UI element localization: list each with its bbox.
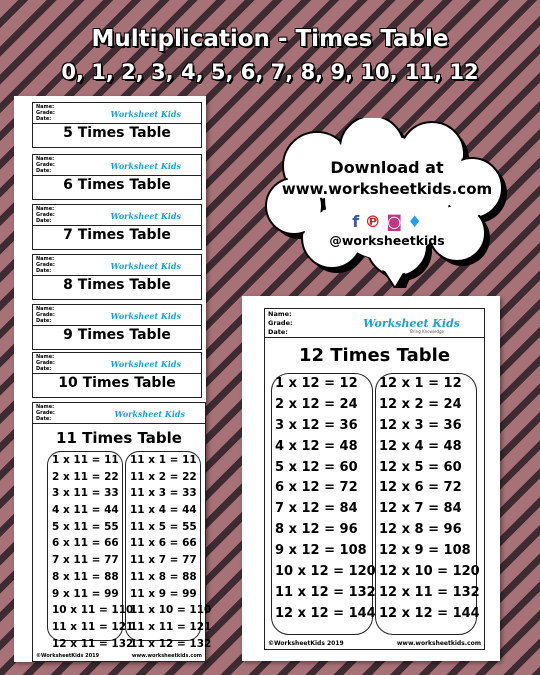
sheet-header xyxy=(33,305,201,326)
date-label: Date: xyxy=(36,416,52,422)
download-cloud xyxy=(262,118,512,278)
download-text: Download at xyxy=(330,158,444,177)
table-row: 12 x 9 = 108 xyxy=(379,543,471,559)
sheet-title: 11 Times Table xyxy=(56,429,182,447)
worksheet-11-times-table xyxy=(32,402,212,662)
twitter-icon[interactable]: ♦ xyxy=(407,212,422,231)
date-label: Date: xyxy=(36,366,52,372)
brand-logo: Worksheet Kids xyxy=(110,311,181,321)
table-row: 12 x 8 = 96 xyxy=(379,522,462,538)
sheet-header xyxy=(33,103,201,124)
table-row: 12 x 11 = 132 xyxy=(52,637,134,650)
table-row: 11 x 12 = 132 xyxy=(275,584,376,600)
table-row: 11 x 11 = 121 xyxy=(130,620,212,633)
sheet-header xyxy=(33,255,201,276)
footer-copyright: ©WorksheetKids 2019 xyxy=(268,640,344,647)
pinterest-icon[interactable]: ℗ xyxy=(364,212,381,231)
table12-right-column xyxy=(375,373,480,635)
worksheet-stack xyxy=(14,96,212,662)
table-row: 8 x 12 = 96 xyxy=(275,522,358,538)
facebook-icon[interactable]: f xyxy=(352,212,360,231)
footer-url: www.worksheetkids.com xyxy=(396,640,481,647)
sheet-header xyxy=(33,403,205,424)
table-row: 5 x 12 = 60 xyxy=(275,459,358,475)
table-row: 11 x 7 = 77 xyxy=(130,554,197,567)
grade-label: Grade: xyxy=(36,110,55,116)
date-label: Date: xyxy=(36,268,52,274)
table-row: 11 x 6 = 66 xyxy=(130,537,197,550)
table-row: 12 x 4 = 48 xyxy=(379,438,462,454)
grade-label: Grade: xyxy=(36,360,55,366)
name-label: Name: xyxy=(36,404,55,410)
table-row: 3 x 12 = 36 xyxy=(275,417,358,433)
table-row: 12 x 6 = 72 xyxy=(379,480,462,496)
mini-worksheet xyxy=(32,204,202,250)
table-row: 11 x 12 = 132 xyxy=(130,637,212,650)
name-label: Name: xyxy=(36,104,55,110)
table-row: 9 x 11 = 99 xyxy=(52,587,119,600)
mini-worksheet xyxy=(32,102,202,148)
grade-label: Grade: xyxy=(268,319,293,327)
social-icons xyxy=(262,212,512,231)
table11-left-column xyxy=(47,451,134,650)
table-row: 11 x 11 = 121 xyxy=(52,620,134,633)
table-row: 12 x 7 = 84 xyxy=(379,501,462,517)
grade-label: Grade: xyxy=(36,162,55,168)
brand-logo: Worksheet Kids xyxy=(110,261,181,271)
table-row: 11 x 9 = 99 xyxy=(130,587,197,600)
date-label: Date: xyxy=(36,218,52,224)
header-title: Multiplication - Times Table xyxy=(91,26,449,52)
table-row: 9 x 12 = 108 xyxy=(275,543,367,559)
table-row: 8 x 11 = 88 xyxy=(52,570,119,583)
table-row: 7 x 12 = 84 xyxy=(275,501,358,517)
table-row: 5 x 11 = 55 xyxy=(52,520,119,533)
sheet-title: 12 Times Table xyxy=(298,345,451,366)
table-row: 2 x 11 = 22 xyxy=(52,470,119,483)
grade-label: Grade: xyxy=(36,312,55,318)
mini-worksheet xyxy=(32,254,202,300)
table-row: 11 x 8 = 88 xyxy=(130,570,197,583)
sheet-title: 10 Times Table xyxy=(58,375,176,391)
table-row: 10 x 12 = 120 xyxy=(275,564,376,580)
table-row: 4 x 11 = 44 xyxy=(52,504,119,517)
sheet-header xyxy=(33,205,201,226)
grade-label: Grade: xyxy=(36,212,55,218)
footer-url: www.worksheetkids.com xyxy=(131,653,202,659)
website-link[interactable]: www.worksheetkids.com xyxy=(281,180,493,198)
sheet-title: 5 Times Table xyxy=(63,125,171,141)
table-row: 2 x 12 = 24 xyxy=(275,396,358,412)
footer-copyright: ©WorksheetKids 2019 xyxy=(36,653,100,659)
name-label: Name: xyxy=(36,354,55,360)
mini-worksheet xyxy=(32,304,202,350)
name-label: Name: xyxy=(268,310,292,318)
table-row: 1 x 11 = 11 xyxy=(52,454,119,466)
sheet-header xyxy=(33,353,201,374)
instagram-icon[interactable]: ◙ xyxy=(386,212,402,231)
table-row: 12 x 12 = 144 xyxy=(379,605,480,621)
table11-right-column xyxy=(125,451,212,650)
table-row: 6 x 11 = 66 xyxy=(52,537,119,550)
brand-logo: Worksheet Kids xyxy=(110,109,181,119)
brand-logo: Worksheet Kids xyxy=(114,409,185,419)
table-row: 12 x 3 = 36 xyxy=(379,417,462,433)
sheet-title: 6 Times Table xyxy=(63,177,171,193)
table-row: 11 x 10 = 110 xyxy=(130,604,212,617)
grade-label: Grade: xyxy=(36,262,55,268)
table-row: 12 x 5 = 60 xyxy=(379,459,462,475)
grade-label: Grade: xyxy=(36,410,55,416)
table-row: 11 x 3 = 33 xyxy=(130,487,197,500)
brand-logo: Worksheet Kids xyxy=(110,211,181,221)
sheet-title: 8 Times Table xyxy=(63,277,171,293)
sheet-header xyxy=(265,309,484,338)
date-label: Date: xyxy=(268,328,288,336)
table-row: 10 x 11 = 110 xyxy=(52,604,134,617)
table-row: 11 x 5 = 55 xyxy=(130,520,197,533)
table-row: 12 x 1 = 12 xyxy=(379,376,462,391)
table-row: 6 x 12 = 72 xyxy=(275,480,358,496)
brand-logo: Worksheet Kids xyxy=(110,359,181,369)
social-handle[interactable]: @worksheetkids xyxy=(329,233,445,248)
name-label: Name: xyxy=(36,256,55,262)
date-label: Date: xyxy=(36,168,52,174)
sheet-footer xyxy=(268,640,481,647)
worksheet-12-times-table xyxy=(242,296,500,661)
table-row: 11 x 2 = 22 xyxy=(130,470,197,483)
table-row: 12 x 2 = 24 xyxy=(379,396,462,412)
table-row: 1 x 12 = 12 xyxy=(275,376,358,391)
table-row: 7 x 11 = 77 xyxy=(52,554,119,567)
brand-tagline: Bring Knowledge xyxy=(410,329,444,334)
mini-worksheet xyxy=(32,352,202,398)
sheet-frame xyxy=(264,308,485,650)
sheet-title: 9 Times Table xyxy=(63,327,171,343)
table12-left-column xyxy=(271,373,376,635)
mini-worksheet xyxy=(32,154,202,200)
table-row: 3 x 11 = 33 xyxy=(52,487,119,500)
table-row: 12 x 10 = 120 xyxy=(379,564,480,580)
table-row: 12 x 11 = 132 xyxy=(379,584,480,600)
date-label: Date: xyxy=(36,116,52,122)
sheet-title: 7 Times Table xyxy=(63,227,171,243)
table-row: 12 x 12 = 144 xyxy=(275,605,376,621)
sheet-footer xyxy=(36,653,202,659)
table-row: 11 x 1 = 11 xyxy=(130,454,197,466)
name-label: Name: xyxy=(36,206,55,212)
table-row: 4 x 12 = 48 xyxy=(275,438,358,454)
name-label: Name: xyxy=(36,156,55,162)
header-number-list: 0, 1, 2, 3, 4, 5, 6, 7, 8, 9, 10, 11, 12 xyxy=(61,60,479,84)
sheet-header xyxy=(33,155,201,176)
brand-logo: Worksheet Kids xyxy=(363,317,460,330)
brand-logo: Worksheet Kids xyxy=(110,161,181,171)
name-label: Name: xyxy=(36,306,55,312)
date-label: Date: xyxy=(36,318,52,324)
table-row: 11 x 4 = 44 xyxy=(130,504,197,517)
